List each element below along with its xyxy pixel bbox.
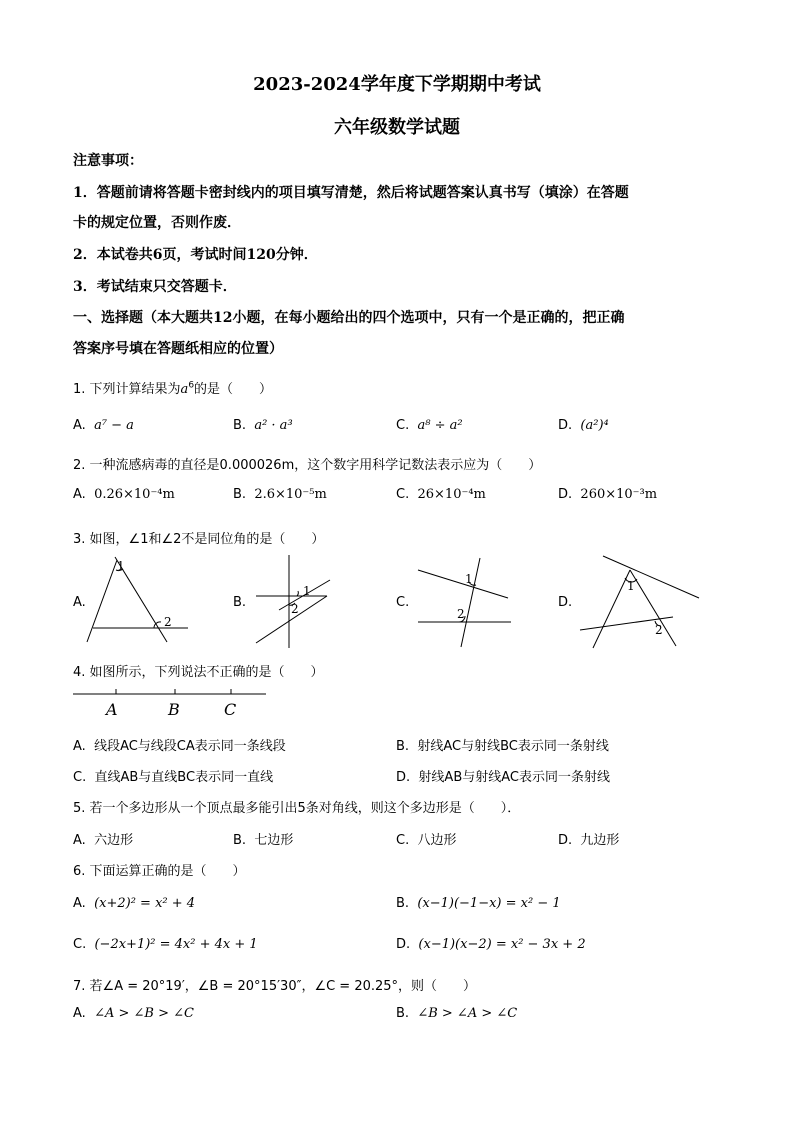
- option-label: A.: [73, 1006, 86, 1021]
- notice-heading: 注意事项：: [73, 153, 143, 169]
- notice-item-3: 3．考试结束只交答题卡．: [73, 279, 237, 295]
- figure-a-angle-2-label: 2: [164, 615, 172, 629]
- point-b-label: B: [168, 700, 180, 719]
- question-4-option-b: [396, 735, 609, 754]
- option-text: 射线AB与射线AC表示同一条射线: [418, 770, 610, 785]
- option-label: B.: [233, 418, 247, 433]
- question-5-option-d: [558, 829, 619, 848]
- question-6-stem: 6. 下面运算正确的是（ ）: [73, 864, 246, 879]
- figure-d-right-line: [630, 570, 676, 646]
- option-text: ∠A > ∠B > ∠C: [94, 1006, 194, 1021]
- notice-item-1-line-2: 卡的规定位置，否则作废．: [73, 215, 241, 231]
- figure-a-left-line: [87, 560, 117, 642]
- option-text: a⁷ − a: [94, 418, 134, 433]
- figure-d-angle-1-label: 1: [627, 579, 635, 593]
- option-label: A.: [73, 418, 86, 433]
- exam-subtitle: 六年级数学试题: [334, 117, 460, 138]
- figure-d-angle-2-label: 2: [655, 623, 663, 637]
- question-6-option-d: [396, 937, 586, 952]
- option-text: (a²)⁴: [580, 418, 609, 433]
- option-text: 八边形: [417, 833, 457, 848]
- option-text: 射线AC与射线BC表示同一条射线: [417, 739, 609, 754]
- figure-c-angle-2-label: 2: [457, 607, 465, 621]
- question-4-option-d: [396, 766, 610, 785]
- option-label: C.: [396, 487, 410, 502]
- question-5-option-a: [73, 829, 133, 848]
- figure-d-top-line: [603, 556, 699, 598]
- option-label: A.: [73, 739, 86, 754]
- question-6-option-a: [73, 896, 195, 911]
- option-text: 七边形: [254, 833, 294, 848]
- point-a-label: A: [106, 700, 118, 719]
- figure-d-left-line: [593, 570, 630, 648]
- question-6-option-c: [73, 937, 258, 952]
- option-text: 260×10⁻³m: [580, 487, 658, 502]
- option-label: A.: [73, 896, 86, 911]
- option-text: 26×10⁻⁴m: [417, 487, 486, 502]
- point-c-label: C: [224, 700, 237, 719]
- question-3-option-d-label: D.: [558, 595, 573, 610]
- question-3-option-b-label: B.: [233, 595, 247, 610]
- question-3-option-a-label: A.: [73, 595, 86, 610]
- option-label: D.: [396, 937, 411, 952]
- option-text: 2.6×10⁻⁵m: [254, 487, 327, 502]
- question-7-stem: 7. 若∠A = 20°19′，∠B = 20°15′30″，∠C = 20.25°，则（ ）: [73, 979, 477, 994]
- option-text: 直线AB与直线BC表示同一直线: [94, 770, 274, 785]
- notice-item-1-line-1: 1．答题前请将答题卡密封线内的项目填写清楚，然后将试题答案认真书写（填涂）在答题: [73, 185, 629, 201]
- option-label: C.: [396, 833, 410, 848]
- question-4-line-figure: [73, 689, 266, 694]
- option-text: (−2x+1)² = 4x² + 4x + 1: [94, 937, 258, 952]
- figure-b-angle-1-label: 1: [303, 584, 311, 598]
- option-label: B.: [233, 833, 247, 848]
- question-3-stem: 3. 如图，∠1和∠2不是同位角的是（ ）: [73, 532, 325, 547]
- option-text: (x−1)(x−2) = x² − 3x + 2: [418, 937, 586, 952]
- section-1-heading-line-2: 答案序号填在答题纸相应的位置）: [73, 341, 283, 357]
- option-label: B.: [396, 896, 410, 911]
- section-1-heading-line-1: 一、选择题（本大题共12小题，在每小题给出的四个选项中，只有一个是正确的，把正确: [73, 310, 625, 326]
- question-1-stem-math: a: [180, 382, 189, 397]
- option-label: B.: [396, 739, 410, 754]
- option-label: C.: [73, 770, 87, 785]
- option-text: 六边形: [94, 833, 134, 848]
- option-label: D.: [558, 418, 573, 433]
- notice-item-2: 2．本试卷共6页，考试时间120分钟．: [73, 247, 318, 263]
- figure-a: [87, 557, 188, 642]
- question-5-option-b: [233, 829, 293, 848]
- option-label: C.: [396, 418, 410, 433]
- figure-b-angle-1-arc: [297, 591, 298, 596]
- option-label: D.: [396, 770, 411, 785]
- option-label: A.: [73, 487, 86, 502]
- figure-b-angle-2-label: 2: [291, 602, 299, 616]
- question-1-stem-a: 1. 下列计算结果为: [73, 382, 181, 397]
- figure-c-upper-line: [418, 570, 508, 598]
- option-text: (x+2)² = x² + 4: [94, 896, 196, 911]
- option-label: A.: [73, 833, 86, 848]
- question-7-option-a: [73, 1006, 194, 1021]
- option-label: B.: [396, 1006, 410, 1021]
- option-text: a² · a³: [254, 418, 293, 433]
- option-label: C.: [73, 937, 87, 952]
- option-text: 0.26×10⁻⁴m: [94, 487, 175, 502]
- option-label: D.: [558, 833, 573, 848]
- question-1-stem-exp: 6: [188, 380, 195, 391]
- question-3-option-c-label: C.: [396, 595, 410, 610]
- question-4-option-a: [73, 735, 286, 754]
- figure-d: [580, 556, 699, 648]
- question-5-stem: 5. 若一个多边形从一个顶点最多能引出5条对角线，则这个多边形是（ ）．: [73, 801, 521, 816]
- question-5-option-c: [396, 829, 457, 848]
- option-text: 九边形: [580, 833, 620, 848]
- option-label: B.: [233, 487, 247, 502]
- question-1-stem-b: 的是（ ）: [194, 382, 273, 397]
- option-text: 线段AC与线段CA表示同一条线段: [94, 739, 286, 754]
- question-7-option-b: [396, 1006, 517, 1021]
- question-4-stem: 4. 如图所示，下列说法不正确的是（ ）: [73, 665, 324, 680]
- option-label: D.: [558, 487, 573, 502]
- option-text: ∠B > ∠A > ∠C: [417, 1006, 518, 1021]
- question-2-stem: 2. 一种流感病毒的直径是0.000026m，这个数字用科学记数法表示应为（ ）: [73, 458, 542, 473]
- exam-title: 2023-2024学年度下学期期中考试: [253, 74, 541, 95]
- question-6-option-b: [396, 896, 561, 911]
- figure-c-angle-1-label: 1: [465, 572, 473, 586]
- option-text: a⁸ ÷ a²: [417, 418, 463, 433]
- figure-a-angle-1-label: 1: [117, 559, 125, 573]
- question-4-option-c: [73, 766, 273, 785]
- option-text: (x−1)(−1−x) = x² − 1: [417, 896, 561, 911]
